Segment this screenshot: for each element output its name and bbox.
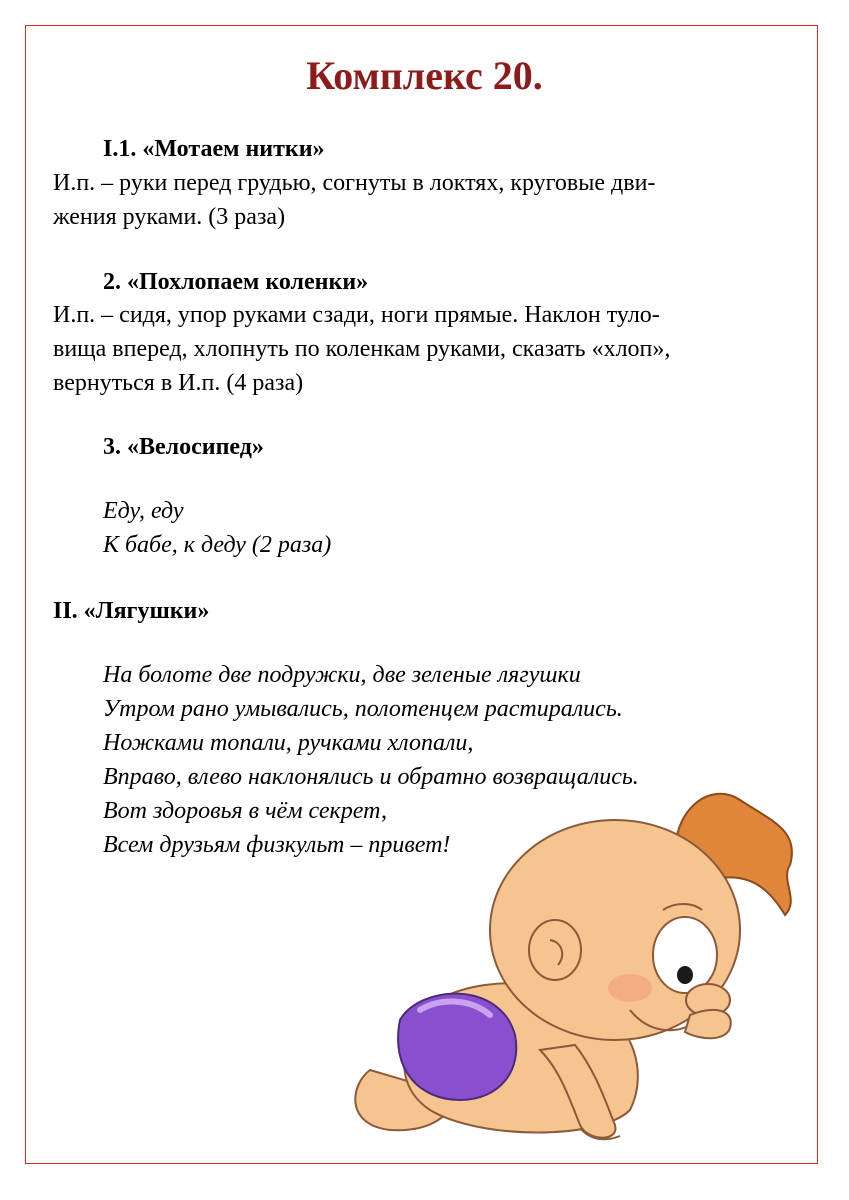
frogs-poem-line-1: На болоте две подружки, две зеленые лягушки [103, 662, 581, 688]
exercise-2-line-2: вища вперед, хлопнуть по коленкам руками, сказать «хлоп», [53, 336, 671, 362]
page-title: Комплекс 20. [306, 53, 543, 98]
frogs-poem-line-5: Вот здоровья в чём секрет, [103, 798, 387, 824]
exercise-2-heading: 2. «Похлопаем коленки» [103, 269, 369, 295]
crawling-baby-icon [330, 770, 810, 1160]
exercise-2-line-1: И.п. – сидя, упор руками сзади, ноги прямые. Наклон туло- [53, 302, 660, 328]
exercise-1-line-2: жения руками. (3 раза) [53, 204, 286, 230]
frogs-poem-line-6: Всем друзьям физкульт – привет! [103, 832, 451, 858]
exercise-3-heading: 3. «Велосипед» [103, 434, 264, 460]
exercise-3-poem-line-1: Еду, еду [103, 498, 184, 524]
exercise-1-heading: I.1. «Мотаем нитки» [103, 136, 325, 162]
exercise-3-poem-line-2: К бабе, к деду (2 раза) [103, 532, 332, 558]
exercise-1-line-1: И.п. – руки перед грудью, согнуты в локтях, круговые дви- [53, 170, 656, 196]
frogs-poem-line-3: Ножками топали, ручками хлопали, [103, 730, 474, 756]
part-2-heading: II. «Лягушки» [53, 598, 210, 624]
frogs-poem-line-4: Вправо, влево наклонялись и обратно возвращались. [103, 764, 639, 790]
exercise-2-line-3: вернуться в И.п. (4 раза) [53, 370, 304, 396]
frogs-poem-line-2: Утром рано умывались, полотенцем растирались. [103, 696, 623, 722]
